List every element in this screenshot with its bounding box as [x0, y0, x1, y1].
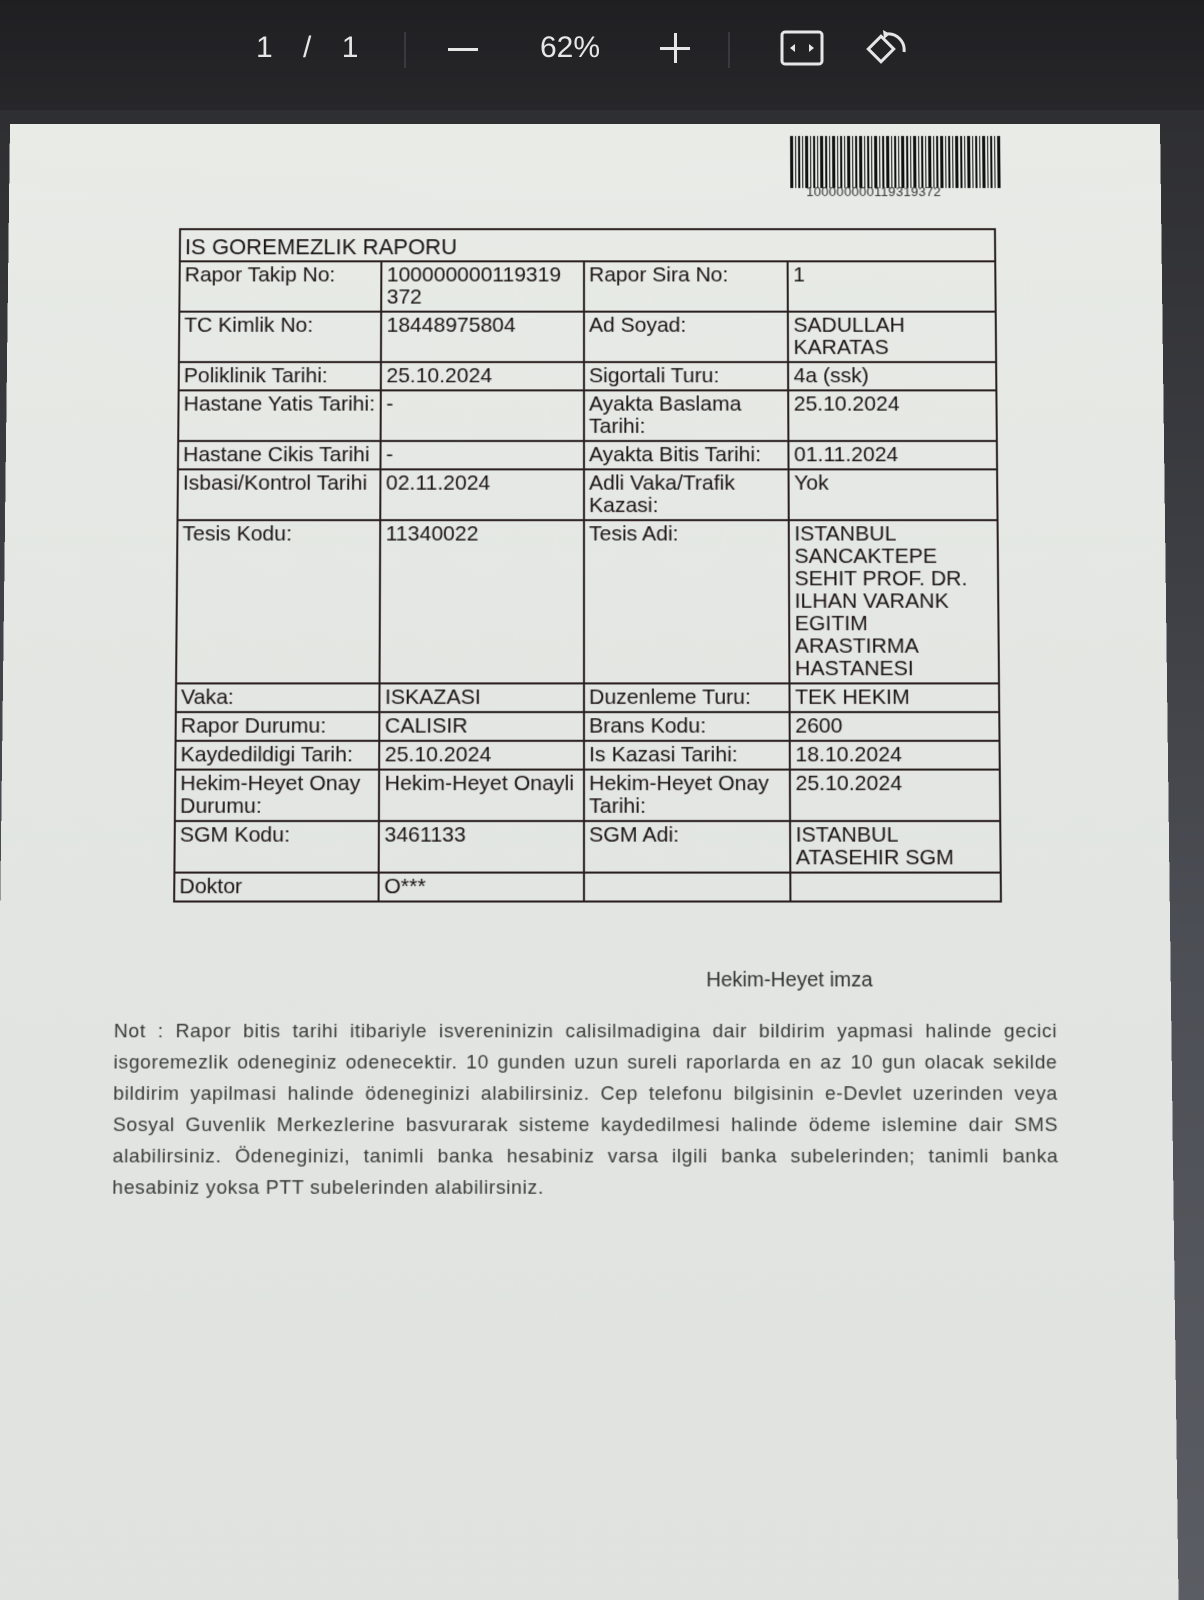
field-label: Duzenleme Turu: [584, 683, 790, 712]
table-row [178, 390, 997, 441]
field-value: O*** [379, 873, 584, 902]
field-label: Hekim-Heyet Onay Tarihi: [584, 770, 791, 821]
field-label: Ayakta Bitis Tarihi: [584, 441, 789, 469]
field-label: Brans Kodu: [584, 712, 790, 741]
table-row [176, 683, 999, 712]
report-note: Not : Rapor bitis tarihi itibariyle isvereninizin calisilmadigina dair bildirim yapmasi halinde gecici isgoremezlik odeneginiz odenecektir. 10 gunden uzun sureli raporlarda en az 10 gun olacak sekilde bildirim yapilmasi halinde ödeneginizi alabilirsiniz. Cep telefonu bilgisinin e-Devlet uzerinden veya Sosyal Guvenlik Merkezlerine basvurarak sisteme kaydedilmesi halinde ödeme islemine dair SMS alabilirsiniz. Ödeneginizi, tanimli banka hesabiniz varsa ilgili banka subelerinden; tanimli banka hesabiniz yoksa PTT subelerinden alabilirsiniz. [112, 1020, 1059, 1200]
field-label: Ad Soyad: [584, 312, 789, 362]
table-row [175, 741, 999, 770]
field-value: - [381, 441, 584, 469]
total-pages: 1 [341, 31, 361, 64]
barcode-number: 100000000119319372 [806, 184, 942, 200]
zoom-level[interactable]: 62% [540, 31, 601, 64]
field-value: CALISIR [380, 712, 584, 741]
zoom-in-button[interactable] [660, 26, 692, 70]
field-label: Hastane Cikis Tarihi [178, 441, 381, 469]
table-row [179, 362, 997, 390]
field-label: Poliklinik Tarihi: [179, 362, 382, 390]
table-row [175, 770, 1000, 821]
table-row [179, 261, 995, 311]
field-value: ISKAZASI [380, 683, 584, 712]
viewer-toolbar [0, 0, 1204, 110]
page-separator: / [303, 31, 314, 64]
field-value: Hekim-Heyet Onayli [379, 770, 584, 821]
field-value: ISTANBUL ATASEHIR SGM [791, 821, 1001, 873]
field-value: 25.10.2024 [789, 390, 997, 441]
field-label [584, 873, 791, 902]
field-label: Doktor [174, 873, 379, 902]
rotate-button[interactable] [866, 26, 910, 70]
field-value: 2600 [790, 712, 999, 741]
table-row [179, 312, 996, 362]
field-value: 3461133 [379, 821, 584, 873]
toolbar-divider [404, 32, 406, 68]
table-row [178, 441, 997, 469]
rotate-icon [866, 26, 910, 70]
zoom-out-button[interactable] [448, 26, 482, 70]
field-label: Hastane Yatis Tarihi: [178, 390, 381, 441]
field-label: Vaka: [176, 683, 380, 712]
field-value: - [381, 390, 584, 441]
field-value: 100000000119319 372 [382, 261, 584, 311]
field-value: 18.10.2024 [790, 741, 1000, 770]
field-value: SADULLAH KARATAS [788, 312, 996, 362]
field-value: 01.11.2024 [789, 441, 997, 469]
field-label: Kaydedildigi Tarih: [175, 741, 379, 770]
field-value: 1 [788, 261, 996, 311]
report-title: IS GOREMEZLIK RAPORU [180, 229, 995, 261]
field-label: Rapor Sira No: [584, 261, 788, 311]
minus-icon [448, 48, 478, 51]
toolbar-divider [728, 32, 730, 68]
field-label: TC Kimlik No: [179, 312, 382, 362]
field-label: Sigortali Turu: [584, 362, 789, 390]
field-value: TEK HEKIM [790, 683, 999, 712]
table-row [176, 520, 999, 683]
field-label: Is Kazasi Tarihi: [584, 741, 790, 770]
field-value: 11340022 [380, 520, 584, 683]
field-label: Rapor Durumu: [176, 712, 380, 741]
field-value: 25.10.2024 [790, 770, 1000, 821]
field-label: SGM Kodu: [174, 821, 379, 873]
field-value: 25.10.2024 [381, 362, 584, 390]
document-page [0, 124, 1179, 1600]
barcode [790, 136, 1003, 188]
field-label: Ayakta Baslama Tarihi: [584, 390, 789, 441]
current-page-field[interactable]: 1 [256, 31, 275, 64]
field-value: 25.10.2024 [380, 741, 584, 770]
field-value: ISTANBUL SANCAKTEPE SEHIT PROF. DR. ILHAN VARANK EGITIM ARASTIRMA HASTANESI [789, 520, 999, 683]
field-label: Hekim-Heyet Onay Durumu: [175, 770, 380, 821]
field-value: Yok [789, 469, 998, 520]
field-value [791, 873, 1001, 902]
fit-to-page-button[interactable] [780, 26, 824, 70]
table-row [174, 873, 1001, 902]
field-value: 02.11.2024 [381, 469, 584, 520]
report-table [173, 228, 1002, 902]
field-label: Tesis Adi: [584, 520, 790, 683]
table-row [174, 821, 1000, 873]
page-indicator [256, 26, 360, 70]
field-label: Rapor Takip No: [179, 261, 382, 311]
table-row [178, 469, 998, 520]
fit-to-page-icon [780, 26, 824, 70]
field-label: SGM Adi: [584, 821, 791, 873]
field-value: 4a (ssk) [789, 362, 997, 390]
field-label: Isbasi/Kontrol Tarihi [178, 469, 381, 520]
table-row [176, 712, 1000, 741]
field-label: Tesis Kodu: [176, 520, 381, 683]
field-value: 18448975804 [381, 312, 584, 362]
field-label: Adli Vaka/Trafik Kazasi: [584, 469, 789, 520]
signature-label: Hekim-Heyet imza [706, 968, 873, 992]
